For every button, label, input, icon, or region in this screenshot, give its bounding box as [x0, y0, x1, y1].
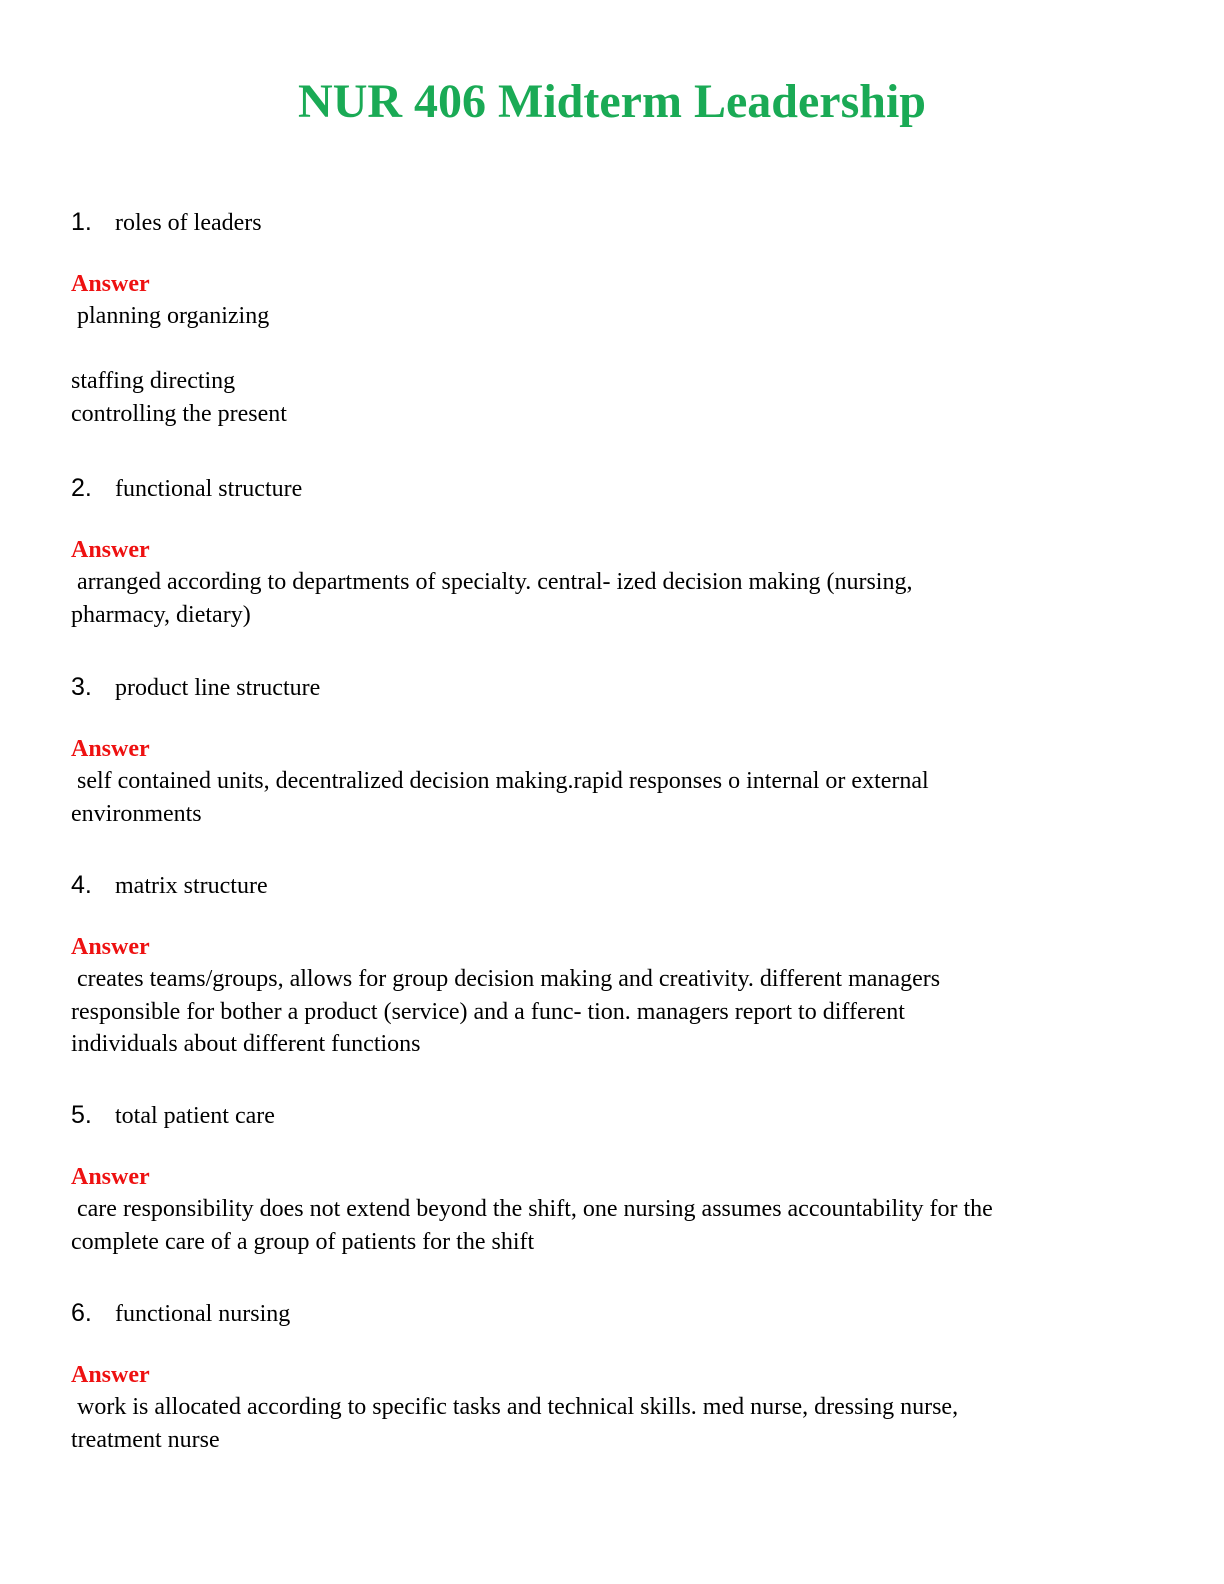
question-line — [71, 206, 1161, 238]
question-prompt: total patient care — [115, 1103, 275, 1129]
answer-line: planning organizing — [71, 303, 270, 329]
answer-line: care responsibility does not extend beyond the shift, one nursing assumes accountability for the — [71, 1196, 993, 1222]
question-block — [71, 869, 1161, 1061]
answer-line: pharmacy, dietary) — [71, 601, 251, 628]
answer-label: Answer — [71, 537, 150, 563]
answer-line: self contained units, decentralized decision making.rapid responses o internal or external — [71, 768, 929, 794]
answer-label: Answer — [71, 1164, 150, 1190]
question-number: 4. — [71, 871, 92, 899]
question-line — [71, 671, 1161, 703]
answer-line: treatment nurse — [71, 1426, 220, 1453]
answer-line: environments — [71, 800, 202, 827]
answer-label: Answer — [71, 1362, 150, 1388]
question-block — [71, 1297, 1161, 1456]
question-prompt: matrix structure — [115, 873, 268, 899]
question-block — [71, 671, 1161, 830]
question-line — [71, 1297, 1161, 1329]
answer-line: arranged according to departments of specialty. central- ized decision making (nursing, — [71, 569, 913, 595]
question-prompt: functional structure — [115, 476, 303, 502]
question-number: 6. — [71, 1299, 92, 1327]
question-prompt: product line structure — [115, 675, 321, 701]
answer-line: individuals about different functions — [71, 1031, 421, 1057]
answer-line: controlling the present — [71, 400, 287, 427]
answer-line: creates teams/groups, allows for group decision making and creativity. different managers — [71, 966, 941, 992]
question-prompt: roles of leaders — [115, 210, 262, 236]
answer-line: staffing directing — [71, 368, 236, 394]
answer-label: Answer — [71, 271, 150, 297]
question-number: 3. — [71, 673, 92, 701]
answer-line: responsible for bother a product (service) and a func- tion. managers report to different — [71, 998, 905, 1025]
question-number: 1. — [71, 208, 92, 236]
page-title: NUR 406 Midterm Leadership — [298, 75, 926, 128]
question-number: 2. — [71, 474, 92, 502]
question-line — [71, 472, 1161, 504]
question-block — [71, 1099, 1161, 1258]
answer-line: complete care of a group of patients for the shift — [71, 1228, 535, 1255]
question-prompt: functional nursing — [115, 1301, 291, 1327]
answer-label: Answer — [71, 736, 150, 762]
question-number: 5. — [71, 1101, 92, 1129]
question-line — [71, 1099, 1161, 1131]
answer-line — [71, 333, 1161, 366]
answer-line: work is allocated according to specific tasks and technical skills. med nurse, dressing nurse, — [71, 1394, 959, 1420]
question-block — [71, 472, 1161, 631]
question-block — [71, 206, 1161, 430]
question-line — [71, 869, 1161, 901]
answer-label: Answer — [71, 934, 150, 960]
